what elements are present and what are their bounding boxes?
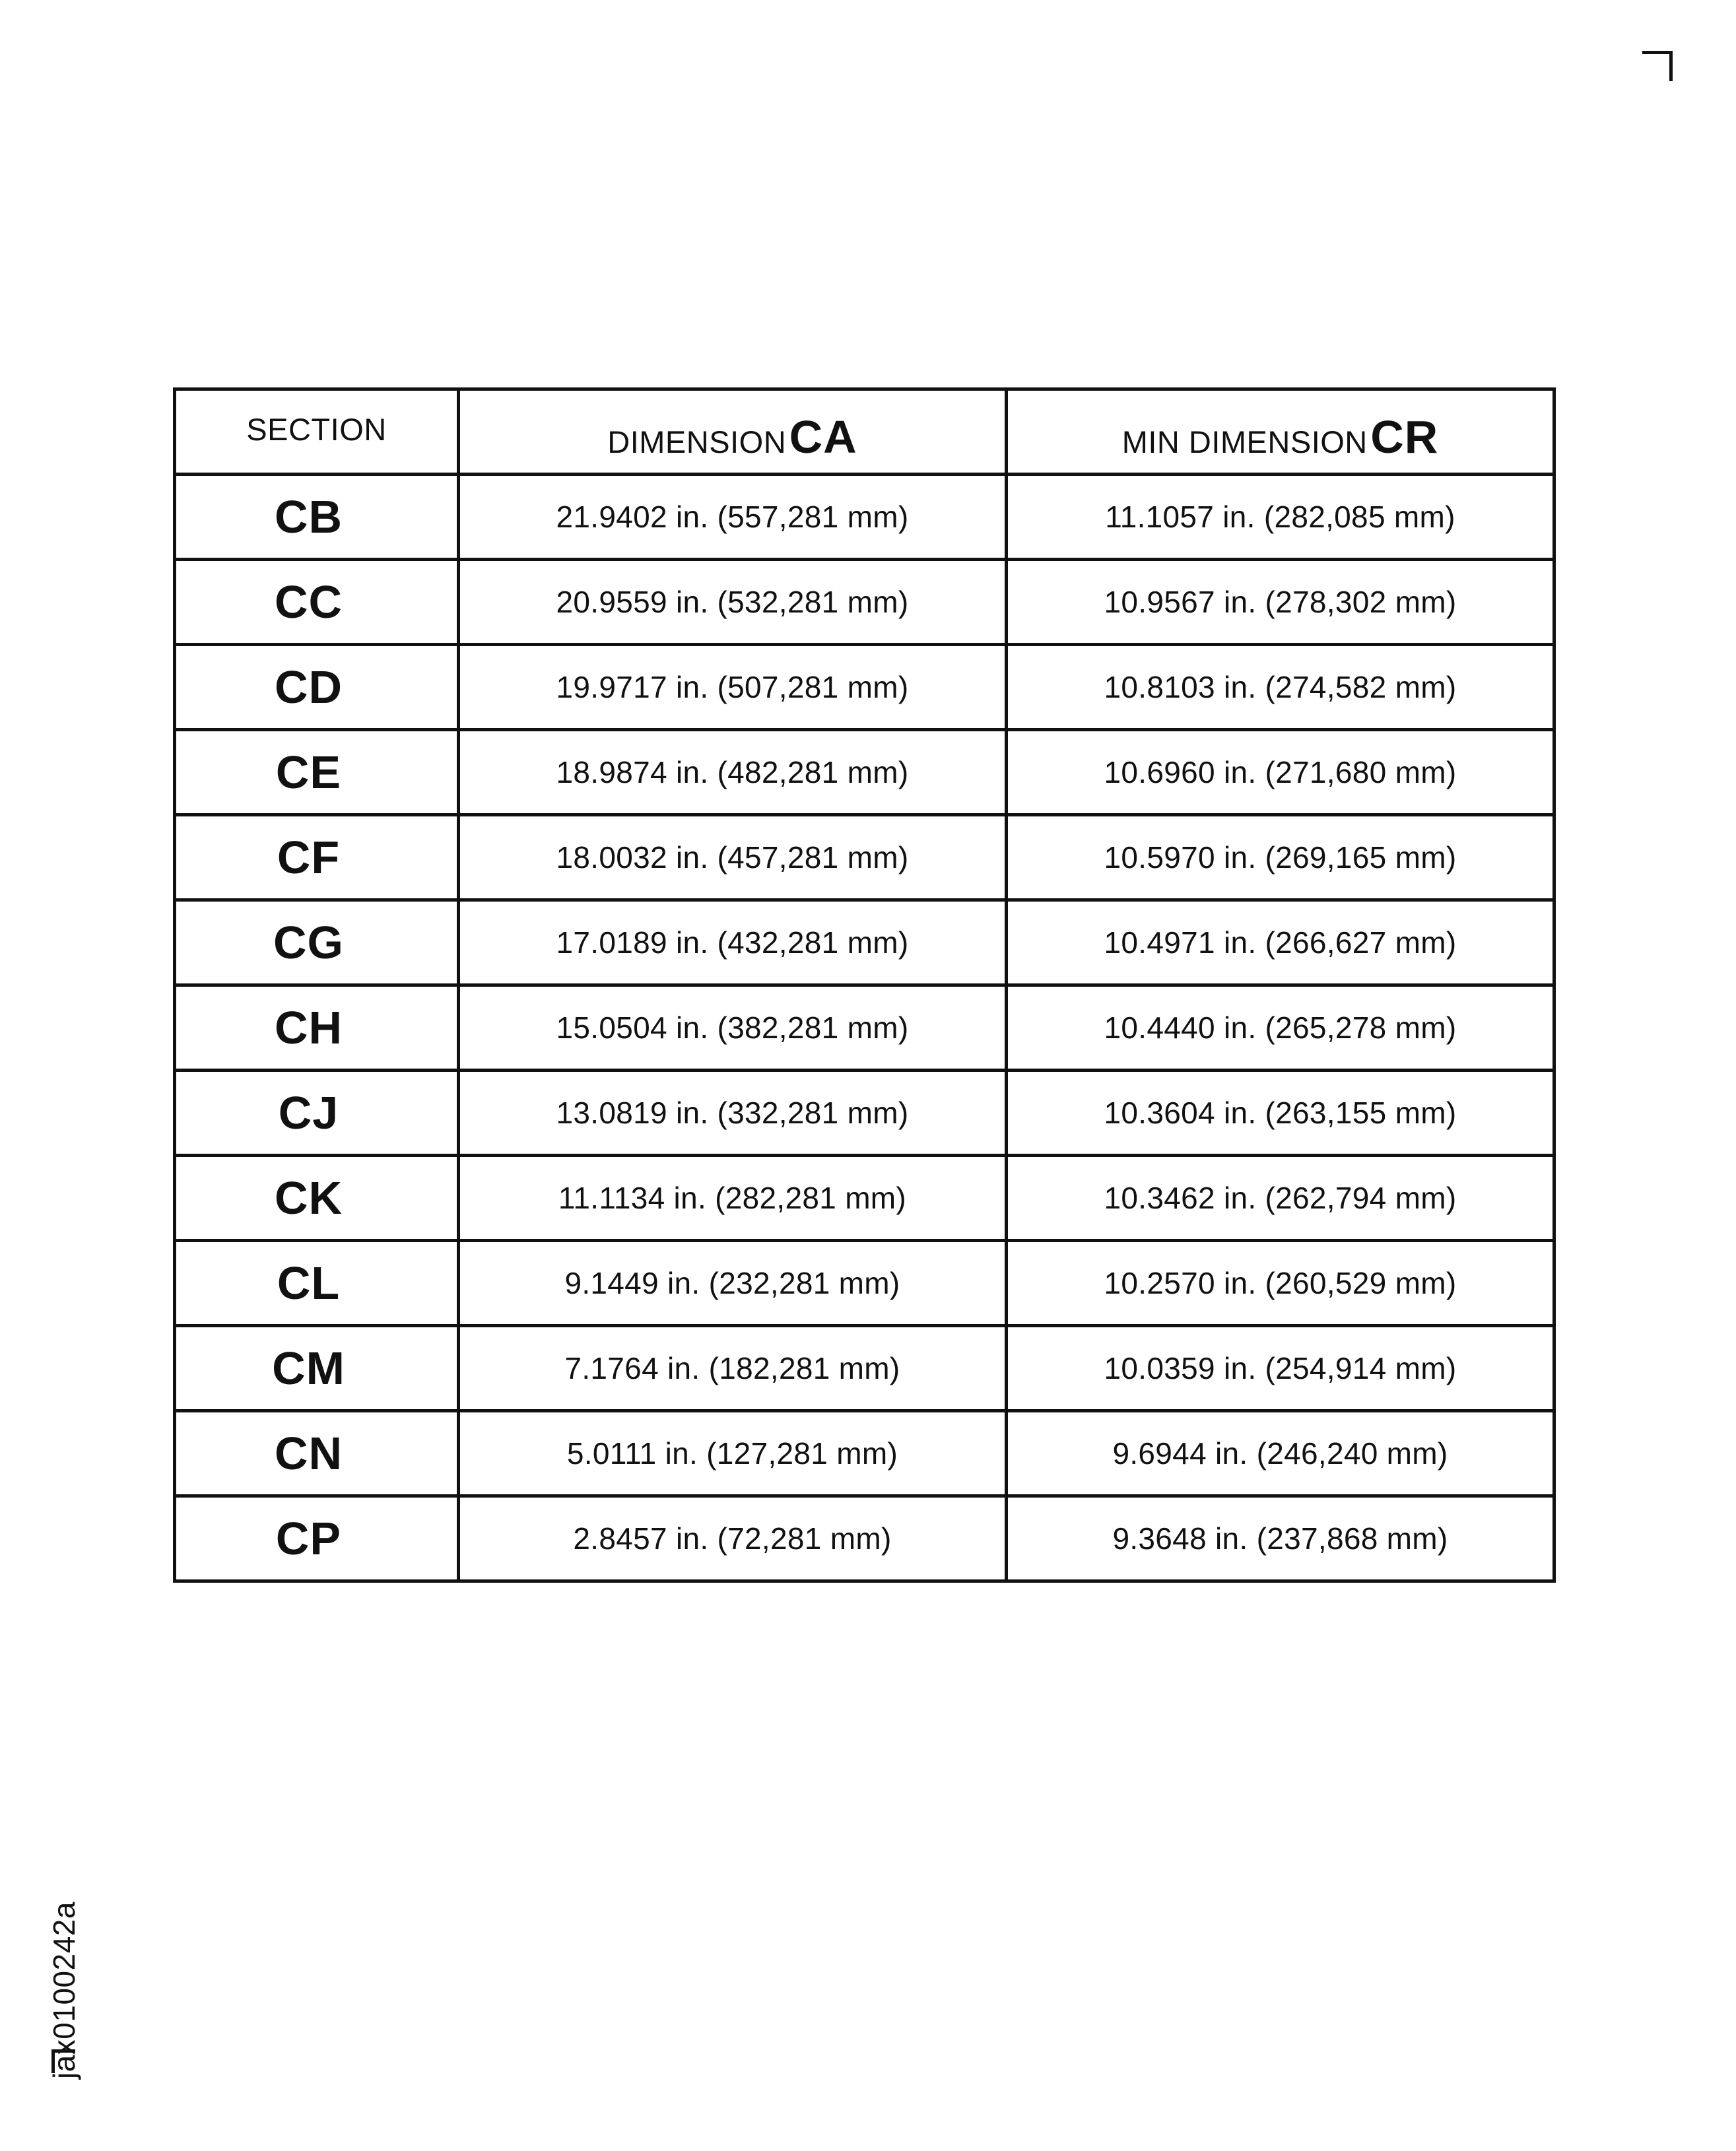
min-dimension-cr-value: 10.5970 in. (269,165 mm): [1104, 840, 1457, 875]
section-cell: [175, 645, 459, 730]
section-cell: [175, 1496, 459, 1581]
section-code: CL: [277, 1257, 341, 1309]
figure-id: jax0100242a: [47, 1902, 81, 2079]
dimension-ca-value: 20.9559 in. (532,281 mm): [556, 585, 909, 619]
table-row: [175, 1496, 1554, 1581]
min-dimension-cr-value: 10.4971 in. (266,627 mm): [1104, 925, 1457, 960]
section-code: CE: [275, 746, 342, 798]
dimension-ca-cell: [459, 1326, 1007, 1411]
min-dimension-cr-cell: [1007, 1411, 1554, 1496]
dimension-ca-cell: [459, 900, 1007, 985]
header-dimension-ca: [459, 389, 1007, 475]
dimension-ca-cell: [459, 1411, 1007, 1496]
dimension-ca-value: 7.1764 in. (182,281 mm): [564, 1351, 900, 1385]
section-cell: [175, 1411, 459, 1496]
section-code: CG: [273, 917, 344, 968]
min-dimension-cr-value: 10.6960 in. (271,680 mm): [1104, 755, 1457, 789]
section-code: CJ: [278, 1087, 339, 1139]
dimension-ca-cell: [459, 1156, 1007, 1241]
dimension-table: [173, 387, 1556, 1583]
min-dimension-cr-cell: [1007, 475, 1554, 560]
dimension-ca-value: 18.9874 in. (482,281 mm): [556, 755, 909, 789]
section-code: CC: [274, 576, 343, 628]
table-row: [175, 985, 1554, 1071]
header-min-dimension-cr: [1007, 389, 1554, 475]
min-dimension-cr-cell: [1007, 1241, 1554, 1326]
min-dimension-cr-cell: [1007, 815, 1554, 900]
min-dimension-cr-cell: [1007, 1326, 1554, 1411]
header-cr-code: CR: [1370, 411, 1439, 463]
section-code: CD: [274, 661, 343, 713]
table-row: [175, 475, 1554, 560]
min-dimension-cr-cell: [1007, 730, 1554, 815]
section-code: CK: [274, 1172, 343, 1224]
min-dimension-cr-value: 10.8103 in. (274,582 mm): [1104, 670, 1457, 704]
dimension-ca-cell: [459, 1496, 1007, 1581]
header-cr-text: MIN DIMENSION: [1121, 424, 1368, 459]
dimension-ca-cell: [459, 815, 1007, 900]
header-section: [175, 389, 459, 475]
dimension-ca-cell: [459, 1241, 1007, 1326]
dimension-ca-value: 2.8457 in. (72,281 mm): [573, 1521, 892, 1556]
dimension-ca-value: 21.9402 in. (557,281 mm): [556, 500, 909, 534]
min-dimension-cr-cell: [1007, 1156, 1554, 1241]
table-header-row: [175, 389, 1554, 475]
table-row: [175, 1071, 1554, 1156]
section-cell: [175, 900, 459, 985]
dimension-ca-value: 18.0032 in. (457,281 mm): [556, 840, 909, 875]
table-row: [175, 1411, 1554, 1496]
dimension-ca-cell: [459, 475, 1007, 560]
section-code: CF: [277, 832, 341, 883]
header-ca-code: CA: [789, 411, 857, 463]
corner-crop-mark: [1642, 51, 1673, 81]
dimension-ca-cell: [459, 645, 1007, 730]
section-code: CH: [274, 1002, 343, 1053]
table-row: [175, 900, 1554, 985]
section-cell: [175, 1326, 459, 1411]
section-code: CP: [275, 1513, 342, 1564]
section-cell: [175, 815, 459, 900]
dimension-ca-value: 11.1134 in. (282,281 mm): [558, 1181, 907, 1215]
table-row: [175, 1156, 1554, 1241]
min-dimension-cr-value: 9.6944 in. (246,240 mm): [1112, 1436, 1448, 1471]
min-dimension-cr-cell: [1007, 1496, 1554, 1581]
table-row: [175, 560, 1554, 645]
dimension-ca-value: 9.1449 in. (232,281 mm): [564, 1266, 900, 1300]
section-cell: [175, 475, 459, 560]
header-ca-text: DIMENSION: [607, 424, 787, 459]
section-code: CM: [272, 1342, 345, 1394]
table-row: [175, 815, 1554, 900]
header-section-label: SECTION: [246, 411, 387, 447]
table-row: [175, 1241, 1554, 1326]
min-dimension-cr-cell: [1007, 1071, 1554, 1156]
section-cell: [175, 1241, 459, 1326]
dimension-ca-cell: [459, 560, 1007, 645]
min-dimension-cr-value: 10.4440 in. (265,278 mm): [1104, 1010, 1457, 1045]
table-row: [175, 1326, 1554, 1411]
min-dimension-cr-value: 10.3604 in. (263,155 mm): [1104, 1096, 1457, 1130]
dimension-ca-value: 5.0111 in. (127,281 mm): [566, 1436, 898, 1471]
section-cell: [175, 730, 459, 815]
min-dimension-cr-value: 11.1057 in. (282,085 mm): [1105, 500, 1455, 534]
min-dimension-cr-value: 10.0359 in. (254,914 mm): [1104, 1351, 1457, 1385]
table-row: [175, 645, 1554, 730]
table-body: [175, 475, 1554, 1581]
min-dimension-cr-value: 10.2570 in. (260,529 mm): [1104, 1266, 1457, 1300]
section-cell: [175, 985, 459, 1071]
dimension-ca-value: 17.0189 in. (432,281 mm): [556, 925, 909, 960]
min-dimension-cr-cell: [1007, 900, 1554, 985]
table-row: [175, 730, 1554, 815]
section-code: CN: [274, 1428, 343, 1479]
dimension-ca-value: 15.0504 in. (382,281 mm): [556, 1010, 909, 1045]
min-dimension-cr-cell: [1007, 560, 1554, 645]
min-dimension-cr-value: 10.3462 in. (262,794 mm): [1104, 1181, 1457, 1215]
section-cell: [175, 1071, 459, 1156]
section-cell: [175, 560, 459, 645]
dimension-ca-cell: [459, 1071, 1007, 1156]
dimension-ca-cell: [459, 730, 1007, 815]
section-cell: [175, 1156, 459, 1241]
section-code: CB: [274, 491, 343, 543]
min-dimension-cr-value: 10.9567 in. (278,302 mm): [1104, 585, 1457, 619]
min-dimension-cr-value: 9.3648 in. (237,868 mm): [1112, 1521, 1448, 1556]
dimension-ca-value: 19.9717 in. (507,281 mm): [556, 670, 909, 704]
dimension-ca-value: 13.0819 in. (332,281 mm): [556, 1096, 909, 1130]
min-dimension-cr-cell: [1007, 985, 1554, 1071]
min-dimension-cr-cell: [1007, 645, 1554, 730]
dimension-ca-cell: [459, 985, 1007, 1071]
